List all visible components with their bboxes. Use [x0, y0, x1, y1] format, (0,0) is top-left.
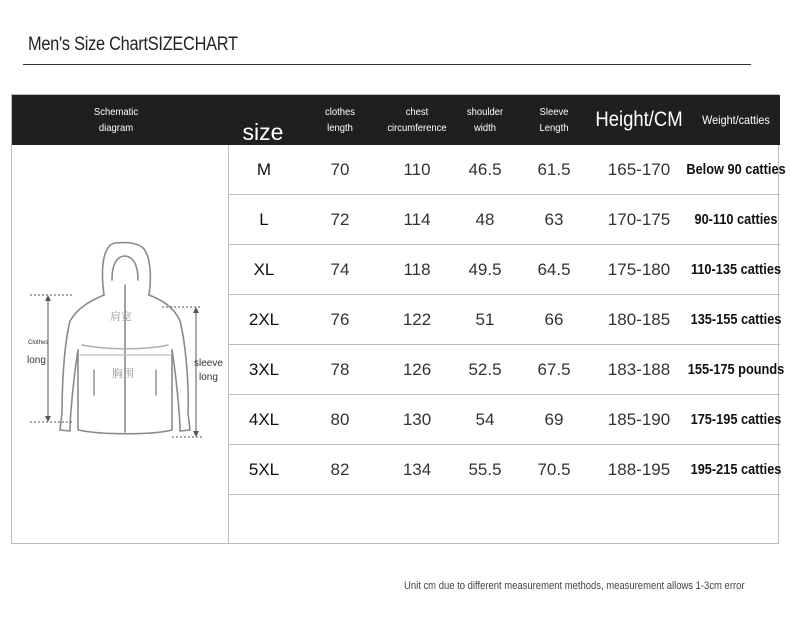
cell-height: 165-170 [607, 160, 671, 179]
cell-weight: Below 90 catties [686, 162, 786, 178]
cell-height: 183-188 [607, 360, 671, 379]
cell-shoulder: 55.5 [468, 460, 502, 479]
cell-size: 3XL [248, 360, 280, 379]
title-divider [23, 64, 751, 65]
table-row [229, 145, 786, 195]
cell-chest: 118 [403, 260, 431, 279]
cell-size: 5XL [248, 460, 280, 479]
cell-sleeve: 61.5 [537, 160, 571, 179]
table-row [229, 445, 780, 495]
size-table [11, 94, 786, 544]
cell-chest: 114 [403, 210, 431, 229]
cell-clothes-length: 76 [330, 310, 350, 329]
cell-shoulder: 48 [475, 210, 495, 229]
cell-shoulder: 54 [475, 410, 495, 429]
label-clothes-long: long [27, 355, 46, 366]
cell-sleeve: 69 [544, 410, 564, 429]
table-row [229, 245, 780, 295]
cell-height: 180-185 [607, 310, 671, 329]
cell-size: L [259, 210, 269, 229]
label-sleeve-long: sleeve long [194, 358, 223, 383]
label-shoulder-width: 肩宽 [110, 311, 132, 323]
table-row [229, 345, 785, 395]
header-clothes-length: clothes length [325, 106, 355, 134]
cell-sleeve: 63 [544, 210, 564, 229]
cell-clothes-length: 82 [330, 460, 350, 479]
table-header [12, 95, 780, 145]
cell-shoulder: 46.5 [468, 160, 502, 179]
cell-clothes-length: 70 [330, 160, 350, 179]
cell-shoulder: 52.5 [468, 360, 502, 379]
header-weight: Weight/catties [702, 113, 770, 127]
header-diagram: Schematic diagram [93, 106, 139, 134]
cell-size: XL [253, 260, 275, 279]
header-sleeve: Sleeve Length [539, 106, 569, 134]
cell-sleeve: 70.5 [537, 460, 571, 479]
schematic-diagram [12, 145, 229, 544]
header-size: size [242, 119, 284, 145]
cell-shoulder: 51 [475, 310, 495, 329]
cell-chest: 134 [402, 460, 432, 479]
cell-size: M [256, 160, 272, 179]
header-height: Height/CM [595, 108, 683, 131]
cell-weight: 195-215 catties [690, 462, 782, 478]
table-row-empty [229, 495, 780, 545]
cell-clothes-length: 72 [330, 210, 350, 229]
cell-clothes-length: 80 [330, 410, 350, 429]
cell-weight: 90-110 catties [694, 212, 778, 228]
cell-clothes-length: 78 [330, 360, 350, 379]
cell-chest: 126 [402, 360, 432, 379]
page-title: Men's Size ChartSIZECHART [28, 34, 238, 55]
cell-size: 2XL [248, 310, 280, 329]
cell-weight: 155-175 pounds [687, 362, 785, 378]
cell-clothes-length: 74 [330, 260, 350, 279]
cell-weight: 110-135 catties [690, 262, 782, 278]
cell-chest: 110 [403, 160, 431, 179]
cell-weight: 135-155 catties [690, 312, 782, 328]
label-chest: 胸围 [112, 368, 134, 380]
cell-height: 175-180 [607, 260, 671, 279]
cell-sleeve: 64.5 [537, 260, 571, 279]
label-clothes-small: Clothes [28, 340, 49, 346]
cell-height: 170-175 [607, 210, 671, 229]
cell-size: 4XL [248, 410, 280, 429]
table-row [229, 295, 780, 345]
cell-shoulder: 49.5 [468, 260, 502, 279]
table-row [229, 395, 780, 445]
cell-weight: 175-195 catties [690, 412, 782, 428]
cell-sleeve: 66 [544, 310, 564, 329]
cell-chest: 122 [402, 310, 432, 329]
cell-height: 185-190 [607, 410, 671, 429]
table-row [229, 195, 780, 245]
cell-height: 188-195 [607, 460, 671, 479]
header-chest: chest circumference [387, 106, 447, 134]
cell-sleeve: 67.5 [537, 360, 571, 379]
cell-chest: 130 [402, 410, 432, 429]
footnote: Unit cm due to different measurement methods, measurement allows 1-3cm error [404, 580, 745, 592]
header-shoulder: shoulder width [466, 106, 504, 134]
